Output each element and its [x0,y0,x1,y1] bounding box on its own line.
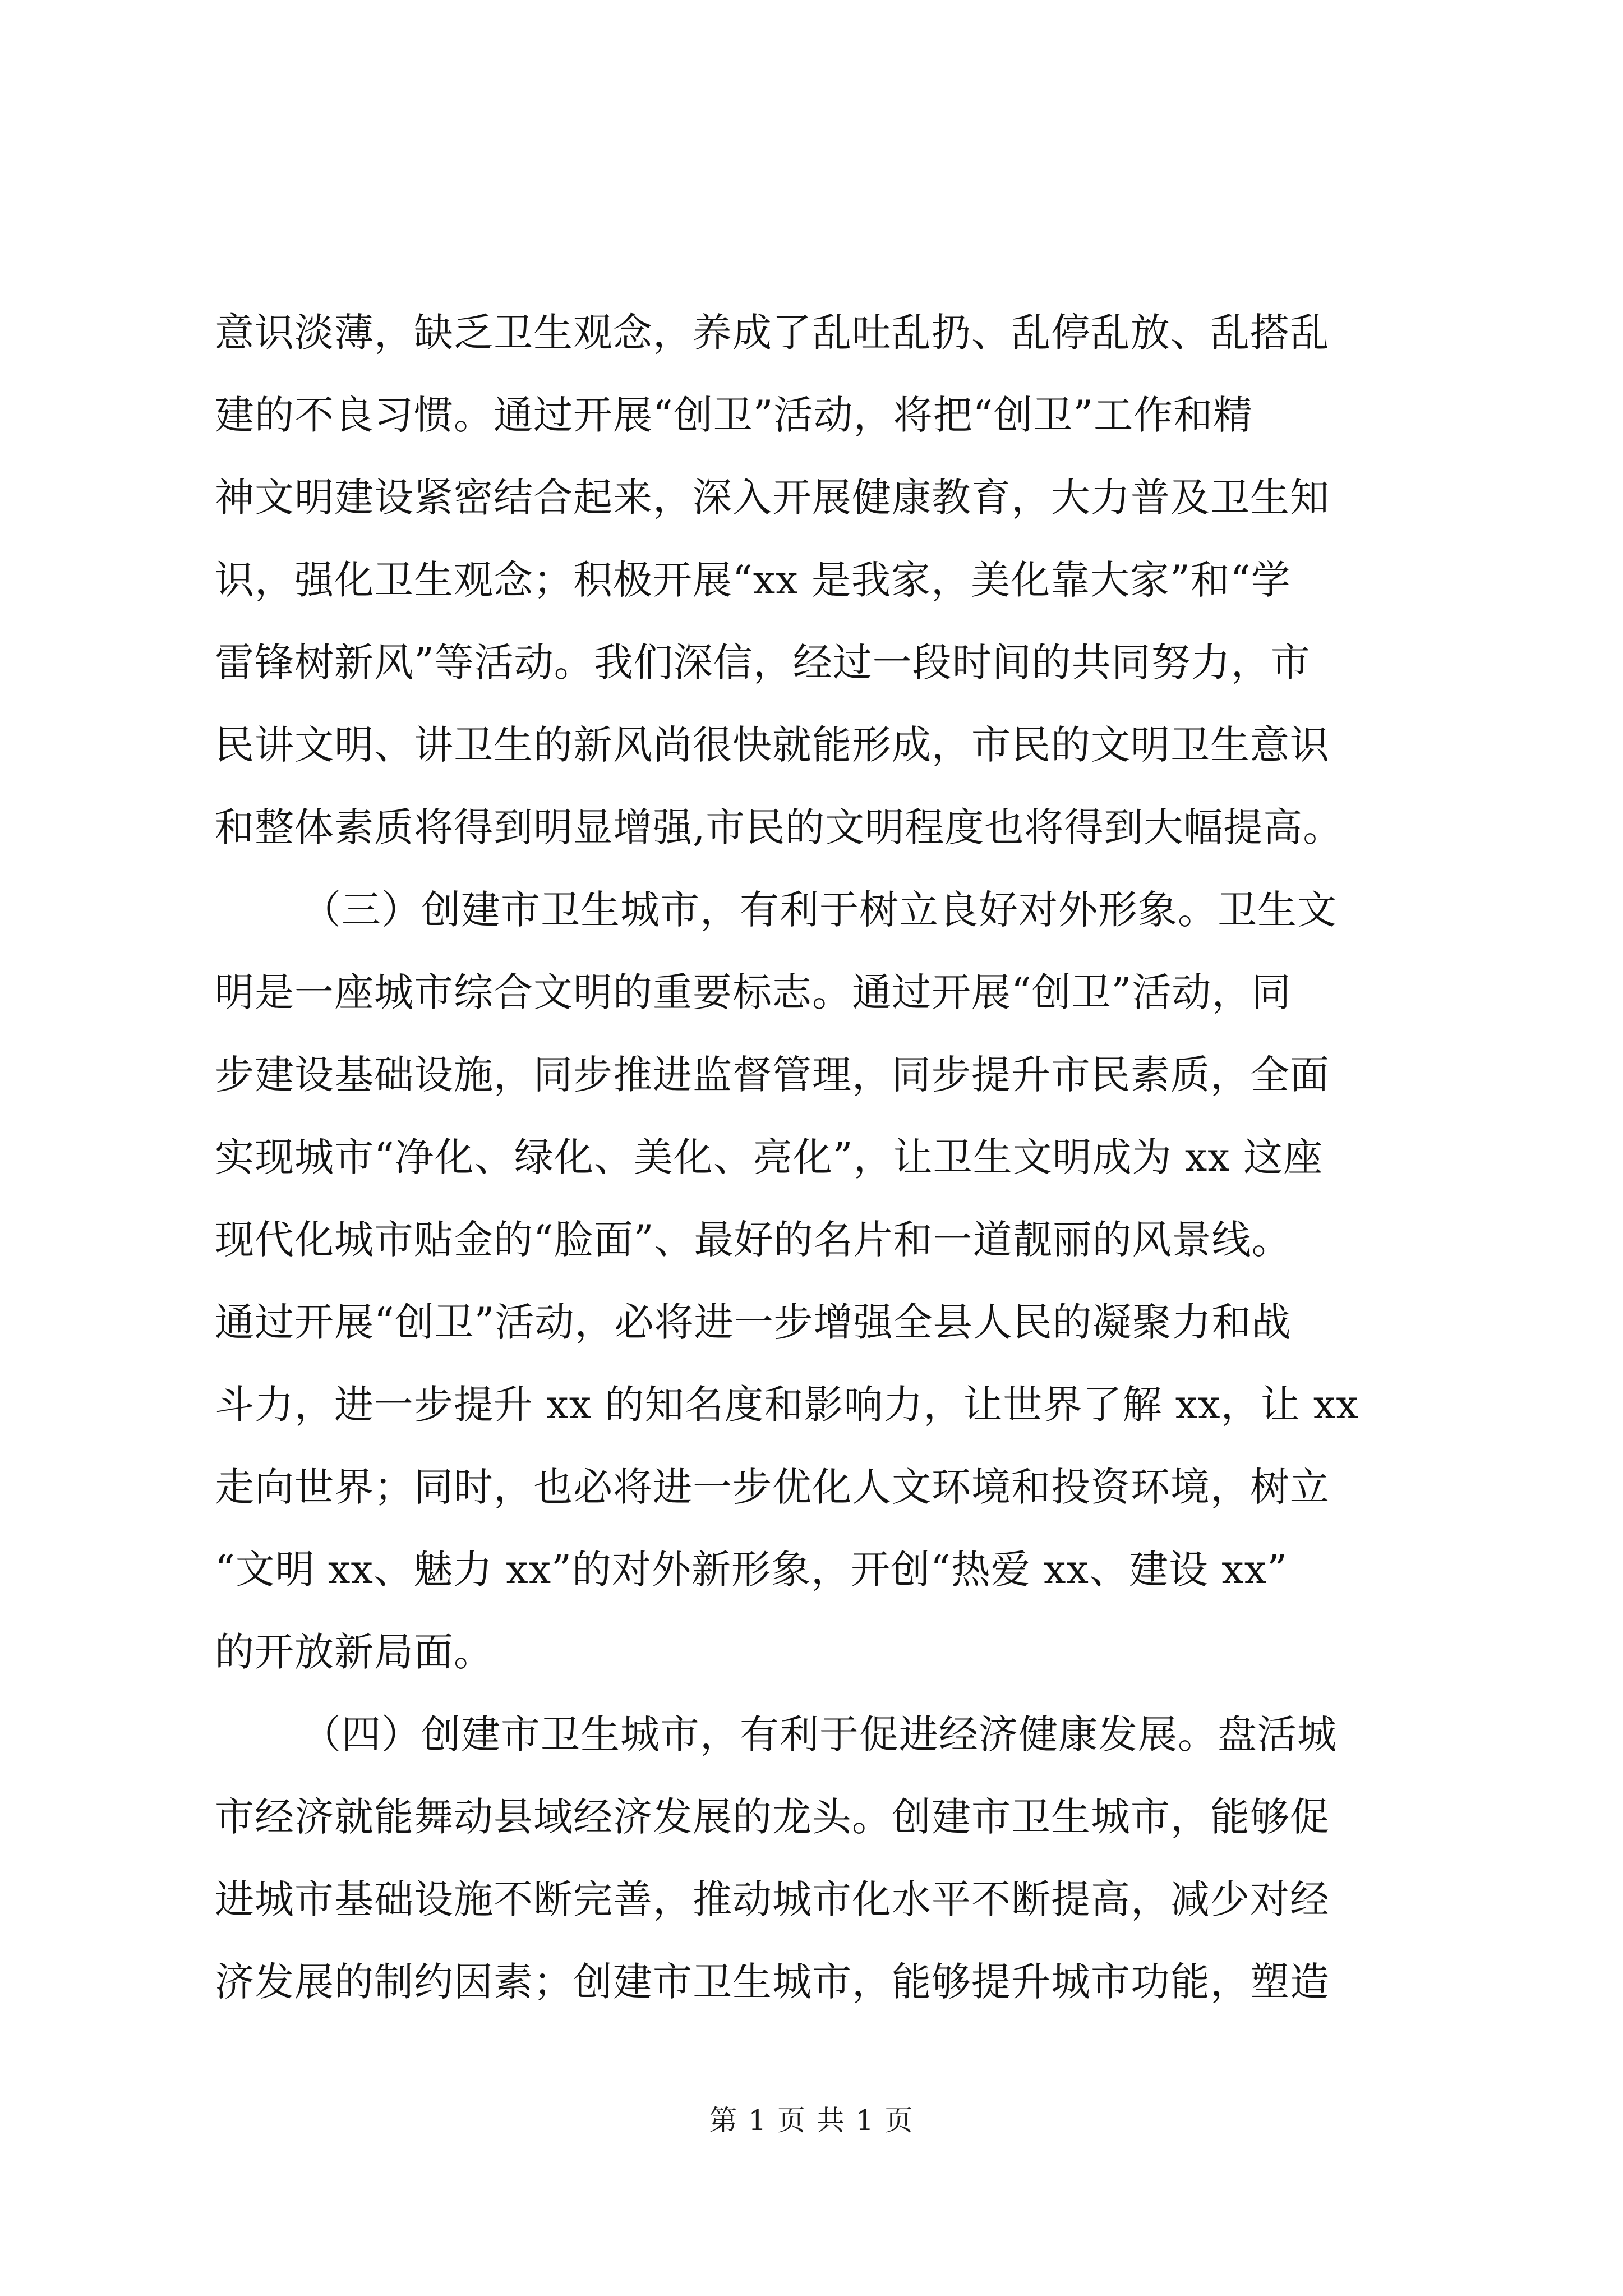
text-line: 市经济就能舞动县域经济发展的龙头。创建市卫生城市，能够促 [215,1794,1330,1840]
text-line: 明是一座城市综合文明的重要标志。通过开展“创卫”活动，同 [215,969,1292,1015]
text-line: 现代化城市贴金的“脸面”、最好的名片和一道靓丽的风景线。 [215,1217,1292,1263]
text-line: 的开放新局面。 [215,1629,494,1675]
text-line: 民讲文明、讲卫生的新风尚很快就能形成，市民的文明卫生意识 [215,722,1330,768]
text-line: 济发展的制约因素；创建市卫生城市，能够提升城市功能，塑造 [215,1959,1330,2005]
paragraph-2 [215,869,1409,1694]
text-line: 建的不良习惯。通过开展“创卫”活动，将把“创卫”工作和精 [215,392,1253,438]
text-line: 实现城市“净化、绿化、美化、亮化”，让卫生文明成为 xx 这座 [215,1134,1324,1180]
text-line: 意识淡薄，缺乏卫生观念，养成了乱吐乱扔、乱停乱放、乱搭乱 [215,310,1330,356]
text-line-indented: （四）创建市卫生城市，有利于促进经济健康发展。盘活城 [302,1711,1337,1757]
paragraph-1 [215,292,1409,869]
text-line: 和整体素质将得到明显增强,市民的文明程度也将得到大幅提高。 [215,804,1343,850]
text-line: “文明 xx、魅力 xx”的对外新形象，开创“热爱 xx、建设 xx” [215,1547,1288,1593]
page-number-footer: 第 1 页 共 1 页 [709,2104,914,2137]
document-body [215,292,1409,2023]
paragraph-3 [215,1694,1409,2023]
text-line: 斗力，进一步提升 xx 的知名度和影响力，让世界了解 xx，让 xx [215,1382,1359,1428]
text-line: 神文明建设紧密结合起来，深入开展健康教育，大力普及卫生知 [215,475,1330,521]
text-line: 通过开展“创卫”活动，必将进一步增强全县人民的凝聚力和战 [215,1299,1292,1345]
text-line: 步建设基础设施，同步推进监督管理，同步提升市民素质，全面 [215,1052,1330,1098]
text-line-indented: （三）创建市卫生城市，有利于树立良好对外形象。卫生文 [302,887,1337,933]
text-line: 进城市基础设施不断完善，推动城市化水平不断提高，减少对经 [215,1876,1330,1922]
text-line: 雷锋树新风”等活动。我们深信，经过一段时间的共同努力，市 [215,639,1311,685]
text-line: 识，强化卫生观念；积极开展“xx 是我家，美化靠大家”和“学 [215,557,1291,603]
text-line: 走向世界；同时，也必将进一步优化人文环境和投资环境，树立 [215,1464,1330,1510]
